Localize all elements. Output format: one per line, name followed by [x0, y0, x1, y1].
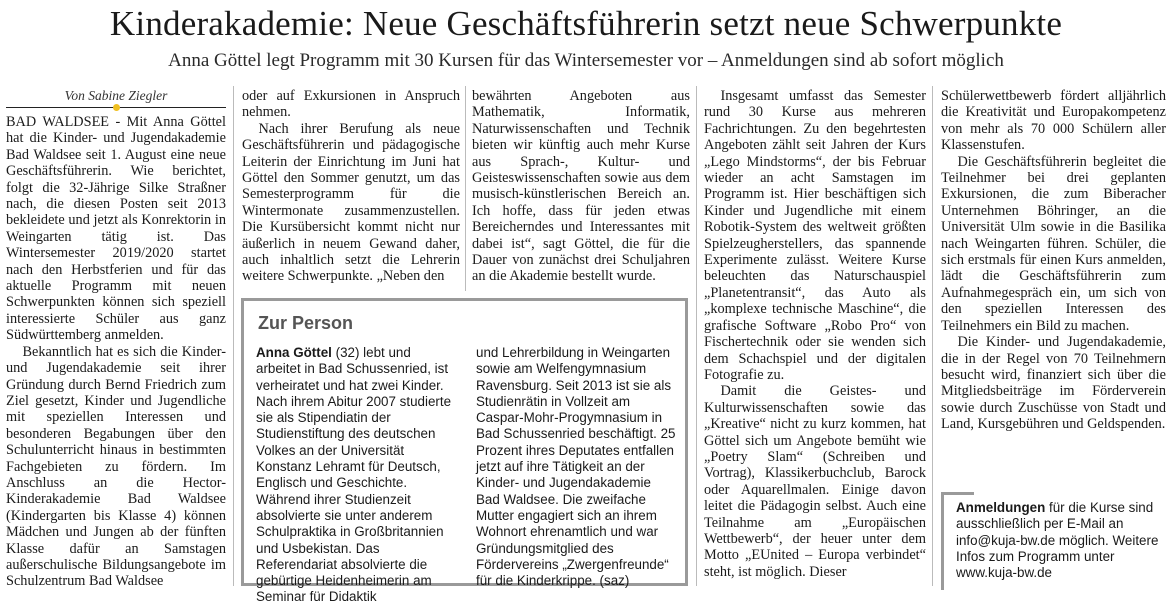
person-text-left [256, 345, 459, 606]
person-name: Anna Göttel [256, 345, 332, 360]
headline: Kinderakademie: Neue Geschäftsführerin setzt neue Schwerpunkte [109, 4, 1063, 43]
column-divider [932, 86, 933, 586]
paragraph: BAD WALDSEE - Mit Anna Göttel hat die Kinder- und Jugendakademie Bad Waldsee seit 1. August eine neue Geschäftsführerin. Wie berichtet, folgt die 32-Jährige Silke Straßner nach, die diesen Posten seit 2013 bekleidete und jetzt als Konrektorin in Weingarten tätig ist. Das Wintersemester 2019/2020 startet nach den Herbstferien und für das aktuelle Programm mit neuen Schwerpunkten können sich speziell interessierte Schüler aus ganz Südwürttemberg anmelden. [6, 114, 226, 344]
subheadline: Anna Göttel legt Programm mit 30 Kursen für das Wintersemester vor – Anmeldungen sind ab sofort möglich [168, 50, 1004, 71]
byline-text: Von Sabine Ziegler [64, 88, 168, 103]
person-bio-right: und Lehrerbildung in Weingarten sowie am Welfengymnasium Ravensburg. Seit 2013 ist sie als Studienrätin in Vollzeit am Caspar-Mohr-Progymnasium in Bad Schussenried beschäftigt. 25 Prozent ihres Deputates entfallen jetzt auf ihre Tätigkeit an der Kinder- und Jugendakademie Bad Waldsee. Die zweifache Mutter engagiert sich an ihrem Wohnort ehrenamtlich und war Gründungsmitglied des Fördervereins „Zwergenfreunde“ für die Kinderkrippe. (saz) [476, 345, 676, 589]
byline [6, 88, 226, 108]
box-accent-bar [944, 492, 974, 495]
paragraph: bewährten Angeboten aus Mathematik, Informatik, Naturwissenschaften und Technik bieten wir künftig auch mehr Kurse aus Sprach-, Kultur- und Geisteswissenschaften sowie aus dem musisch-künstlerischen Bereich an. Ich hoffe, dass für jeden etwas Bereicherndes und Interessantes mit dabei ist“, sagt Göttel, die für die Dauer von zunächst drei Schuljahren an die Akademie bestellt wurde. [472, 88, 690, 285]
column-divider [465, 86, 466, 291]
article-column-2 [242, 88, 460, 285]
paragraph: Die Geschäftsführerin begleitet die Teilnehmer bei drei geplanten Exkursionen, die zum Biberacher Unternehmen Böhringer, an die Universität Ulm sowie in die Basilika nach Weingarten führen. Schüler, die sich erstmals für einen Kurs anmelden, lädt die Geschäftsführerin zum Aufnahmegespräch ein, um sich von den speziellen Interessen des Teilnehmers ein Bild zu machen. [941, 153, 1166, 334]
registration-info-box [941, 492, 1172, 590]
paragraph: Damit die Geistes- und Kulturwissenschaften sowie das „Kreative“ nicht zu kurz kommen, hat Göttel sich um Angebote bemüht wie „Poetry Slam“ (Schreiben und Vortrag), Klassikerbuchclub, Barock oder Aquarellmalen. Einige davon leitet die Pädagogin selbst. Auch eine Teilnahme am „Europäischen Wettbewerb“, der heuer unter dem Motto „EUnited – Europa verbindet“ steht, ist möglich. Dieser [704, 383, 926, 580]
article-column-4 [704, 88, 926, 580]
paragraph: Bekanntlich hat es sich die Kinder- und Jugendakademie seit ihrer Gründung durch Bernd Friedrich zum Ziel gesetzt, Kinder und Jugendliche mit speziellen Interessen und besonderen Begabungen über den Schulunterricht hinaus in bestimmten Fachgebieten zu fördern. Im Anschluss an die Hector-Kinderakademie Bad Waldsee (Kindergarten bis Klasse 4) können Mädchen und Jungen ab der fünften Klasse dafür an Samstagen außerschulische Bildungsangebote im Schulzentrum Bad Waldsee [6, 343, 226, 590]
article-column-5 [941, 88, 1166, 433]
paragraph: Schülerwettbewerb fördert alljährlich die Kreativität und Europakompetenz von mehr als 70 000 Schülern aller Klassenstufen. [941, 88, 1166, 154]
box-title: Zur Person [258, 313, 354, 333]
person-box-column-left [256, 345, 459, 606]
paragraph: Nach ihrer Berufung als neue Geschäftsführerin und pädagogische Leiterin der Einrichtung im Juni hat Göttel den Sommer genutzt, um das Semesterprogramm für die Wintermonate zusammenzustellen. Die Kursübersicht kommt nicht nur äußerlich in neuem Gewand daher, auch inhaltlich setzt die Lehrerin weitere Schwerpunkte. „Neben den [242, 120, 460, 285]
person-bio-left: (32) lebt und arbeitet in Bad Schussenried, ist verheiratet und hat zwei Kinder. Nach ihrem Abitur 2007 studierte sie als Stipendiatin der Studienstiftung des deutschen Volkes an der Universität Konstanz Lehramt für Deutsch, Englisch und Geschichte. Während ihrer Studienzeit absolvierte sie unter anderem Schulpraktika in Großbritannien und Usbekistan. Das Referendariat absolvierte die gebürtige Heidenheimerin am Seminar für Didaktik [256, 345, 452, 605]
paragraph: oder auf Exkursionen in Anspruch nehmen. [242, 88, 460, 121]
column-divider [696, 86, 697, 586]
paragraph: Insgesamt umfasst das Semester rund 30 Kurse aus mehreren Fachrichtungen. Zu den begehrtesten Angeboten zählt seit Jahren der Kurs „Lego Mindstorms“, der bis Februar wieder an acht Samstagen im Programm ist. Hier beschäftigen sich Kinder und Jugendliche mit einem Robotik-System des weltweit größten Spielzeugherstellers, das spannende Experimente zulässt. Weitere Kurse beleuchten das Naturschauspiel „Planetentransit“, das Auto als „komplexe technische Maschine“, die grafische Software „Robo Pro“ von Fischertechnik oder sie wenden sich dem Schachspiel und der digitalen Fotografie zu. [704, 88, 926, 383]
person-info-box [241, 298, 688, 605]
column-divider [233, 86, 234, 586]
person-box-column-right [476, 345, 676, 589]
registration-lead: Anmeldungen [956, 500, 1046, 515]
paragraph: Die Kinder- und Jugendakademie, die in der Regel von 70 Teilnehmern besucht wird, finanziert sich über die Mitgliedsbeiträge im Förderverein sowie durch Zuschüsse von Stadt und Land, Kursgebühren und Geldspenden. [941, 334, 1166, 433]
registration-text [956, 500, 1168, 581]
accent-dot-icon [113, 104, 120, 111]
registration-body: für die Kurse sind ausschließlich per E-Mail an info@kuja-bw.de möglich. Weitere Infos zum Programm unter www.kuja-bw.de [956, 500, 1159, 581]
article-column-1 [6, 88, 226, 590]
article-column-3 [472, 88, 690, 285]
